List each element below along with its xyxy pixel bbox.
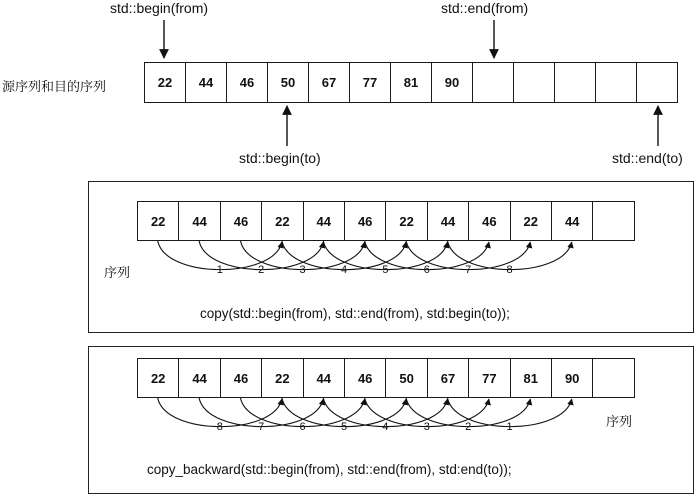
copy-backward-step-number: 1 — [506, 420, 513, 433]
copy-sequence-cell: 22 — [261, 201, 303, 241]
copy-sequence-cell: 22 — [510, 201, 552, 241]
copy-step-number: 8 — [506, 263, 513, 276]
copy-backward-step-number: 6 — [299, 420, 306, 433]
copy-backward-sequence-cell: 22 — [261, 358, 303, 398]
pointer-label-end-from: std::end(from) — [441, 0, 529, 16]
copy-backward-step-number: 7 — [258, 420, 265, 433]
copy-backward-step-number: 5 — [340, 420, 348, 433]
copy-sequence-cell: 44 — [178, 201, 220, 241]
copy-backward-sequence-cell: 50 — [385, 358, 427, 398]
copy-step-number: 1 — [216, 263, 223, 276]
copy-sequence-cell: 44 — [303, 201, 345, 241]
copy-sequence-cell: 44 — [551, 201, 593, 241]
top-sequence-cell: 22 — [144, 62, 186, 103]
copy-backward-sequence-cell: 46 — [344, 358, 386, 398]
source-dest-title: 源序列和目的序列 — [2, 79, 107, 94]
copy-step-number: 4 — [340, 263, 348, 276]
copy-backward-sequence-cell: 44 — [178, 358, 220, 398]
pointer-label-begin-to: std::begin(to) — [239, 150, 321, 166]
copy-sequence-cell: 46 — [220, 201, 262, 241]
copy-backward-sequence-cell: 81 — [510, 358, 552, 398]
copy-step-number: 3 — [299, 263, 306, 276]
copy-step-number: 2 — [258, 263, 265, 276]
top-sequence-cell: 67 — [308, 62, 350, 103]
copy-backward-sequence-cell: 46 — [220, 358, 262, 398]
copy-sequence-cell: 46 — [344, 201, 386, 241]
top-sequence-cell: 81 — [390, 62, 432, 103]
copy-backward-step-number: 8 — [216, 420, 223, 433]
copy-backward-step-number: 2 — [465, 420, 472, 433]
copy-code: copy(std::begin(from), std::end(from), std:begin(to)); — [200, 306, 510, 321]
copy-step-number: 7 — [465, 263, 472, 276]
copy-backward-code: copy_backward(std::begin(from), std::end(from), std:end(to)); — [147, 462, 512, 477]
pointer-label-end-to: std::end(to) — [612, 150, 683, 166]
copy-backward-sequence-cell: 44 — [303, 358, 345, 398]
copy-backward-step-number: 3 — [423, 420, 430, 433]
top-sequence-cell: 46 — [226, 62, 268, 103]
copy-step-number: 6 — [423, 263, 430, 276]
copy-backward-sequence-cell: 67 — [427, 358, 469, 398]
copy-step-number: 5 — [382, 263, 389, 276]
copy-backward-sequence-cell: 90 — [551, 358, 593, 398]
pointer-label-begin-from: std::begin(from) — [110, 0, 209, 16]
copy-backward-step-number: 4 — [382, 420, 389, 433]
copy-sequence-cell: 22 — [137, 201, 179, 241]
copy-backward-panel-label: 序列 — [606, 414, 633, 429]
copy-sequence-cell: 46 — [468, 201, 510, 241]
copy-backward-sequence-cell: 77 — [468, 358, 510, 398]
top-sequence-cell: 44 — [185, 62, 227, 103]
top-sequence-cell: 77 — [349, 62, 391, 103]
copy-sequence-cell: 44 — [427, 201, 469, 241]
copy-sequence-cell: 22 — [385, 201, 427, 241]
copy-backward-sequence-cell: 22 — [137, 358, 179, 398]
top-sequence-cell: 90 — [431, 62, 473, 103]
top-sequence-cell: 50 — [267, 62, 309, 103]
copy-panel-label: 序列 — [104, 265, 131, 280]
